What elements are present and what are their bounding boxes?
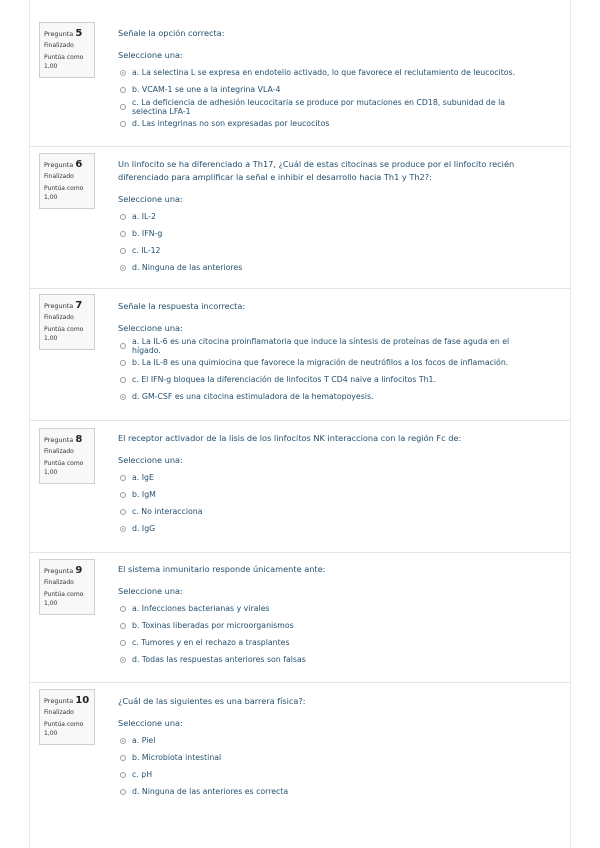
radio-button-icon[interactable] (120, 343, 126, 349)
radio-button-icon[interactable] (120, 360, 126, 366)
question-number (44, 695, 94, 706)
question-text: Señale la opción correcta: (118, 28, 225, 38)
answer-option-label: c. El IFN-g bloquea la diferenciación de linfocitos T CD4 naive a linfocitos Th1. (132, 375, 436, 384)
question-content (118, 27, 538, 132)
question-number-value: 10 (75, 695, 90, 706)
answer-option[interactable] (118, 749, 538, 766)
answer-option[interactable] (118, 617, 538, 634)
answer-option-label: a. Infecciones bacterianas y virales (132, 604, 270, 613)
radio-button-icon[interactable] (120, 623, 126, 629)
question-number-label: Pregunta (44, 567, 74, 575)
question-info-box (39, 689, 95, 745)
answer-option[interactable] (118, 651, 538, 668)
radio-button-icon[interactable] (120, 526, 126, 532)
answer-option-label: b. IFN-g (132, 229, 163, 238)
answer-prompt: Seleccione una: (118, 323, 183, 333)
answer-option[interactable] (118, 371, 538, 388)
answer-list (118, 208, 538, 276)
radio-button-icon[interactable] (120, 475, 126, 481)
radio-button-icon[interactable] (120, 492, 126, 498)
answer-prompt: Seleccione una: (118, 586, 183, 596)
answer-option[interactable] (118, 81, 538, 98)
answer-option[interactable] (118, 634, 538, 651)
question-number-label: Pregunta (44, 30, 74, 38)
answer-option[interactable] (118, 732, 538, 749)
question-state: Finalizado (44, 42, 74, 49)
answer-list (118, 732, 538, 800)
question-text: El sistema inmunitario responde únicamente ante: (118, 564, 326, 574)
answer-option[interactable] (118, 337, 538, 354)
answer-option-label: b. Toxinas liberadas por microorganismos (132, 621, 294, 630)
answer-option[interactable] (118, 242, 538, 259)
question-separator (30, 146, 570, 147)
answer-list (118, 337, 538, 405)
answer-option[interactable] (118, 225, 538, 242)
radio-button-icon[interactable] (120, 606, 126, 612)
answer-option[interactable] (118, 486, 538, 503)
question-text: El receptor activador de la lisis de los linfocitos NK interacciona con la región Fc de: (118, 433, 462, 443)
radio-button-icon[interactable] (120, 70, 126, 76)
radio-button-icon[interactable] (120, 789, 126, 795)
answer-option[interactable] (118, 208, 538, 225)
question-grade: Puntúa como 1,00 (44, 460, 84, 476)
question-info-box (39, 428, 95, 484)
answer-prompt: Seleccione una: (118, 194, 183, 204)
question-state: Finalizado (44, 709, 74, 716)
answer-option-label: c. pH (132, 770, 153, 779)
question-separator (30, 420, 570, 421)
answer-list (118, 469, 538, 537)
answer-option-label: a. IL-2 (132, 212, 157, 221)
question-info-box (39, 294, 95, 350)
radio-button-icon[interactable] (120, 214, 126, 220)
radio-button-icon[interactable] (120, 657, 126, 663)
question-text: Un linfocito se ha diferenciado a Th17, ¿Cuál de estas citocinas se produce por el linfocito recién diferenciado para amplificar la señal e inhibir el desarrollo hacia Th1 y Th2?: (118, 159, 515, 182)
answer-option-label: c. No interacciona (132, 507, 203, 516)
answer-option[interactable] (118, 98, 538, 115)
question-number (44, 565, 94, 576)
answer-option[interactable] (118, 600, 538, 617)
answer-option-label: d. Las integrinas no son expresadas por leucocitos (132, 119, 330, 128)
radio-button-icon[interactable] (120, 265, 126, 271)
radio-button-icon[interactable] (120, 755, 126, 761)
answer-option-label: d. Ninguna de las anteriores es correcta (132, 787, 289, 796)
question-number-label: Pregunta (44, 436, 74, 444)
answer-option-label: d. IgG (132, 524, 156, 533)
question-number (44, 300, 94, 311)
answer-option[interactable] (118, 259, 538, 276)
question-state: Finalizado (44, 173, 74, 180)
answer-option-label: a. Piel (132, 736, 156, 745)
page-border-right (570, 0, 571, 848)
question-number (44, 159, 94, 170)
question-state: Finalizado (44, 448, 74, 455)
question-number (44, 28, 94, 39)
question-content (118, 158, 538, 276)
answer-option[interactable] (118, 64, 538, 81)
answer-option-label: c. IL-12 (132, 246, 161, 255)
question-number-label: Pregunta (44, 697, 74, 705)
answer-option-label: b. La IL-8 es una quimiocina que favorece la migración de neutrófilos a los focos de inflamación. (132, 358, 509, 367)
radio-button-icon[interactable] (120, 509, 126, 515)
question-number-value: 7 (75, 300, 83, 311)
answer-prompt: Seleccione una: (118, 455, 183, 465)
radio-button-icon[interactable] (120, 248, 126, 254)
answer-option-label: b. VCAM-1 se une a la integrina VLA-4 (132, 85, 281, 94)
answer-list (118, 600, 538, 668)
question-text: ¿Cuál de las siguientes es una barrera física?: (118, 696, 306, 706)
answer-option-label: b. Microbiota intestinal (132, 753, 222, 762)
answer-option[interactable] (118, 388, 538, 405)
answer-option-label: d. GM-CSF es una citocina estimuladora de la hematopoyesis. (132, 392, 374, 401)
answer-option[interactable] (118, 520, 538, 537)
question-number-value: 8 (75, 434, 83, 445)
question-content (118, 300, 538, 405)
question-grade: Puntúa como 1,00 (44, 54, 84, 70)
question-grade: Puntúa como 1,00 (44, 185, 84, 201)
question-separator (30, 682, 570, 683)
answer-option-label: c. La deficiencia de adhesión leucocitaria se produce por mutaciones en CD18, subunidad de la selectina LFA-1 (132, 97, 506, 116)
answer-list (118, 64, 538, 132)
answer-option-label: a. IgE (132, 473, 154, 482)
answer-option[interactable] (118, 115, 538, 132)
question-number (44, 434, 94, 445)
radio-button-icon[interactable] (120, 121, 126, 127)
question-number-value: 9 (75, 565, 83, 576)
question-info-box (39, 153, 95, 209)
answer-option-label: a. La IL-6 es una citocina proinflamatoria que induce la síntesis de proteínas de fase aguda en el hígado. (132, 336, 510, 355)
question-number-label: Pregunta (44, 161, 74, 169)
radio-button-icon[interactable] (120, 394, 126, 400)
answer-option[interactable] (118, 766, 538, 783)
answer-option-label: b. IgM (132, 490, 156, 499)
question-grade: Puntúa como 1,00 (44, 591, 84, 607)
answer-option-label: c. Tumores y en el rechazo a trasplantes (132, 638, 290, 647)
question-grade: Puntúa como 1,00 (44, 721, 84, 737)
question-number-label: Pregunta (44, 302, 74, 310)
radio-button-icon[interactable] (120, 772, 126, 778)
answer-option[interactable] (118, 783, 538, 800)
radio-button-icon[interactable] (120, 104, 126, 110)
question-separator (30, 552, 570, 553)
question-number-value: 5 (75, 28, 83, 39)
question-content (118, 563, 538, 668)
answer-option-label: d. Ninguna de las anteriores (132, 263, 243, 272)
question-content (118, 695, 538, 800)
answer-option[interactable] (118, 503, 538, 520)
answer-option-label: d. Todas las respuestas anteriores son falsas (132, 655, 306, 664)
radio-button-icon[interactable] (120, 640, 126, 646)
radio-button-icon[interactable] (120, 231, 126, 237)
page-border-left (29, 0, 30, 848)
question-content (118, 432, 538, 537)
question-info-box (39, 559, 95, 615)
question-state: Finalizado (44, 579, 74, 586)
answer-prompt: Seleccione una: (118, 50, 183, 60)
question-number-value: 6 (75, 159, 83, 170)
answer-option[interactable] (118, 469, 538, 486)
question-state: Finalizado (44, 314, 74, 321)
radio-button-icon[interactable] (120, 738, 126, 744)
radio-button-icon[interactable] (120, 87, 126, 93)
answer-prompt: Seleccione una: (118, 718, 183, 728)
question-grade: Puntúa como 1,00 (44, 326, 84, 342)
answer-option-label: a. La selectina L se expresa en endotelio activado, lo que favorece el reclutamiento de leucocitos. (132, 68, 516, 77)
answer-option[interactable] (118, 354, 538, 371)
question-separator (30, 288, 570, 289)
question-text: Señale la respuesta incorrecta: (118, 301, 246, 311)
radio-button-icon[interactable] (120, 377, 126, 383)
question-info-box (39, 22, 95, 78)
